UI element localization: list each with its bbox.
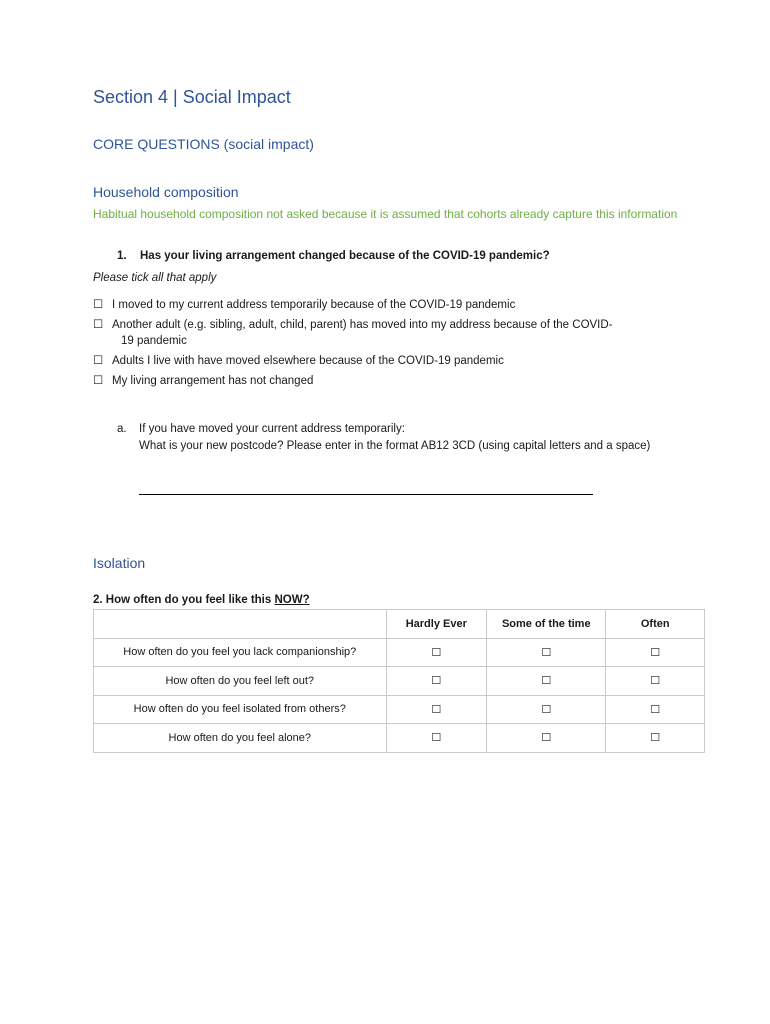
isolation-heading: Isolation — [93, 555, 146, 571]
checkbox[interactable]: ☐ — [606, 724, 705, 753]
checkbox[interactable]: ☐ — [487, 667, 606, 696]
question-1a-line2: What is your new postcode? Please enter in the format AB12 3CD (using capital letters and a space) — [139, 440, 651, 452]
checkbox[interactable]: ☐ — [93, 299, 104, 311]
checkbox[interactable]: ☐ — [93, 319, 104, 331]
isolation-table — [93, 609, 705, 753]
table-header-hardly-ever: Hardly Ever — [386, 610, 487, 639]
checkbox[interactable]: ☐ — [487, 638, 606, 667]
option-4-label: My living arrangement has not changed — [112, 375, 314, 387]
question-1a-line1: If you have moved your current address temporarily: — [139, 423, 405, 435]
postcode-answer-line[interactable] — [139, 494, 593, 495]
table-row — [94, 695, 705, 724]
section-title: Section 4 | Social Impact — [93, 87, 291, 107]
question-2-text: 2. How often do you feel like this — [93, 594, 275, 606]
checkbox[interactable]: ☐ — [487, 695, 606, 724]
option-2 — [93, 317, 693, 349]
checkbox[interactable]: ☐ — [93, 355, 104, 367]
checkbox[interactable]: ☐ — [93, 375, 104, 387]
question-1a — [117, 421, 687, 455]
question-1a-label: a. — [117, 423, 127, 435]
household-heading: Household composition — [93, 184, 239, 200]
question-1-number: 1. — [117, 250, 127, 262]
question-1 — [117, 250, 550, 262]
checkbox[interactable]: ☐ — [606, 667, 705, 696]
question-2-emphasis: NOW? — [274, 594, 310, 606]
option-4 — [93, 373, 693, 389]
table-header-often: Often — [606, 610, 705, 639]
checkbox[interactable]: ☐ — [606, 695, 705, 724]
household-note: Habitual household composition not asked because it is assumed that cohorts already capture this information — [93, 207, 678, 221]
row-question: How often do you feel left out? — [94, 667, 387, 696]
row-question: How often do you feel isolated from others? — [94, 695, 387, 724]
question-2 — [93, 594, 310, 606]
option-3-label: Adults I live with have moved elsewhere because of the COVID-19 pandemic — [112, 355, 504, 367]
table-header-row — [94, 610, 705, 639]
row-question: How often do you feel you lack companionship? — [94, 638, 387, 667]
checkbox[interactable]: ☐ — [487, 724, 606, 753]
core-questions-heading: CORE QUESTIONS (social impact) — [93, 136, 314, 152]
checkbox[interactable]: ☐ — [606, 638, 705, 667]
table-row — [94, 638, 705, 667]
table-row — [94, 724, 705, 753]
checkbox[interactable]: ☐ — [386, 638, 487, 667]
option-2-label: Another adult (e.g. sibling, adult, child, parent) has moved into my address because of the COVID- — [112, 319, 613, 331]
question-1-text: Has your living arrangement changed because of the COVID-19 pandemic? — [140, 250, 550, 262]
question-1-instruction: Please tick all that apply — [93, 272, 217, 284]
table-header-empty — [94, 610, 387, 639]
option-2-label-cont: 19 pandemic — [121, 335, 187, 347]
option-3 — [93, 353, 693, 369]
checkbox[interactable]: ☐ — [386, 695, 487, 724]
checkbox[interactable]: ☐ — [386, 667, 487, 696]
table-header-some-of-the-time: Some of the time — [487, 610, 606, 639]
checkbox[interactable]: ☐ — [386, 724, 487, 753]
option-1 — [93, 297, 693, 313]
option-1-label: I moved to my current address temporarily because of the COVID-19 pandemic — [112, 299, 516, 311]
table-row — [94, 667, 705, 696]
row-question: How often do you feel alone? — [94, 724, 387, 753]
